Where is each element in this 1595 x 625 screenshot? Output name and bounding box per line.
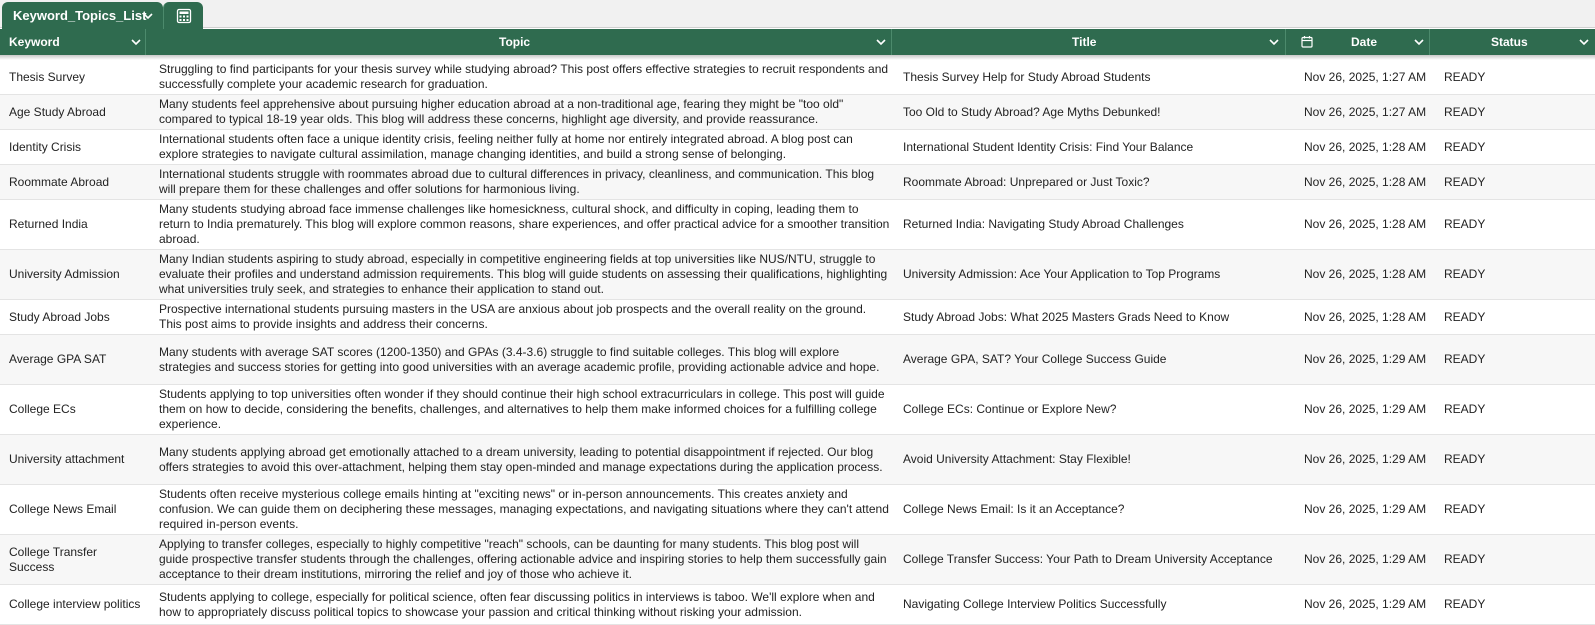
column-divider[interactable]: [145, 29, 146, 55]
column-divider[interactable]: [891, 29, 892, 55]
table-row[interactable]: [0, 95, 1595, 130]
cell-date[interactable]: Nov 26, 2025, 1:29 AM: [1304, 502, 1427, 516]
chevron-down-icon[interactable]: [143, 11, 153, 21]
cell-status[interactable]: READY: [1444, 69, 1486, 84]
cell-status[interactable]: READY: [1444, 352, 1486, 366]
cell-title[interactable]: Returned India: Navigating Study Abroad Challenges: [903, 217, 1184, 231]
table-row[interactable]: [0, 60, 1595, 95]
cell-title[interactable]: Thesis Survey Help for Study Abroad Students: [903, 69, 1151, 84]
cell-title[interactable]: Too Old to Study Abroad? Age Myths Debunked!: [903, 104, 1161, 119]
cell-topic[interactable]: Many students studying abroad face immense challenges like homesickness, cultural shock, and difficulty in coping, leading them to return to India prematurely. This blog will explore common reasons, share experiences, and offer practical advice for a smoother transition abroad.: [159, 202, 890, 246]
calendar-icon: [1301, 35, 1313, 48]
cell-date[interactable]: Nov 26, 2025, 1:27 AM: [1304, 69, 1427, 84]
column-header-keyword-label: Keyword: [9, 35, 60, 49]
column-header-row: [0, 29, 1595, 55]
cell-date[interactable]: Nov 26, 2025, 1:29 AM: [1304, 552, 1427, 566]
cell-title[interactable]: College News Email: Is it an Acceptance?: [903, 502, 1125, 516]
cell-title[interactable]: Roommate Abroad: Unprepared or Just Toxic?: [903, 174, 1150, 189]
cell-title[interactable]: University Admission: Ace Your Application to Top Programs: [903, 267, 1221, 281]
column-header-topic[interactable]: [499, 29, 530, 55]
cell-title[interactable]: Average GPA, SAT? Your College Success Guide: [903, 352, 1167, 366]
table-row[interactable]: [0, 585, 1595, 625]
sheet-tab-label: Keyword_Topics_List: [13, 8, 147, 23]
table-row[interactable]: [0, 485, 1595, 535]
table-row[interactable]: [0, 200, 1595, 250]
cell-keyword[interactable]: University attachment: [9, 452, 125, 466]
chevron-down-icon[interactable]: [1579, 38, 1589, 46]
cell-date[interactable]: Nov 26, 2025, 1:29 AM: [1304, 352, 1427, 366]
cell-topic[interactable]: Students often receive mysterious college emails hinting at "exciting news" or in-person announcements. This creates anxiety and confusion. We can guide them on deciphering these messages, managing expectations, and navigating situations where they can't attend required in-person events.: [159, 487, 889, 531]
cell-status[interactable]: READY: [1444, 309, 1486, 324]
table-row[interactable]: [0, 130, 1595, 165]
cell-topic[interactable]: Many Indian students aspiring to study abroad, especially in competitive engineering fields at top universities like NUS/NTU, struggle to evaluate their profiles and understand admission requirements. This blog will guide students on assessing their qualifications, highlighting what universities truly seek, and strategies to enhance their application to stand out.: [159, 252, 888, 296]
cell-keyword[interactable]: College interview politics: [9, 597, 141, 611]
chevron-down-icon[interactable]: [131, 38, 141, 46]
cell-date[interactable]: Nov 26, 2025, 1:28 AM: [1304, 174, 1427, 189]
cell-keyword[interactable]: Age Study Abroad: [9, 104, 106, 119]
column-divider[interactable]: [1429, 29, 1430, 55]
cell-keyword[interactable]: Identity Crisis: [9, 139, 82, 154]
cell-status[interactable]: READY: [1444, 104, 1486, 119]
cell-keyword[interactable]: College ECs: [9, 402, 76, 416]
column-header-date[interactable]: [1351, 29, 1377, 55]
calculator-grid-icon: [176, 8, 192, 24]
chevron-down-icon[interactable]: [876, 38, 886, 46]
cell-keyword[interactable]: Returned India: [9, 217, 88, 231]
cell-topic[interactable]: International students often face a unique identity crisis, feeling neither fully at home nor entirely integrated abroad. A blog post can explore strategies to navigate cultural assimilation, manage changing identities, and build a strong sense of belonging.: [159, 132, 853, 161]
cell-status[interactable]: READY: [1444, 139, 1486, 154]
table-row[interactable]: [0, 250, 1595, 300]
cell-title[interactable]: College Transfer Success: Your Path to Dream University Acceptance: [903, 552, 1273, 566]
chevron-down-icon[interactable]: [1414, 38, 1424, 46]
column-divider[interactable]: [1285, 29, 1286, 55]
cell-date[interactable]: Nov 26, 2025, 1:29 AM: [1304, 452, 1427, 466]
cell-date[interactable]: Nov 26, 2025, 1:29 AM: [1304, 402, 1427, 416]
cell-status[interactable]: READY: [1444, 267, 1486, 281]
cell-date[interactable]: Nov 26, 2025, 1:27 AM: [1304, 104, 1427, 119]
column-header-keyword[interactable]: [9, 29, 60, 55]
cell-status[interactable]: READY: [1444, 502, 1486, 516]
cell-title[interactable]: International Student Identity Crisis: Find Your Balance: [903, 139, 1194, 154]
cell-keyword[interactable]: Average GPA SAT: [9, 352, 107, 366]
cell-keyword[interactable]: Thesis Survey: [9, 69, 86, 84]
sheet-tab-bar: [0, 0, 1595, 28]
cell-date[interactable]: Nov 26, 2025, 1:28 AM: [1304, 139, 1427, 154]
form-view-button[interactable]: [163, 2, 203, 29]
cell-title[interactable]: Navigating College Interview Politics Successfully: [903, 597, 1167, 611]
column-header-title-label: Title: [1072, 35, 1097, 49]
column-header-date-label: Date: [1351, 35, 1378, 49]
cell-topic[interactable]: Students applying to college, especially for political science, often fear discussing politics in interviews is taboo. We'll explore when and how to appropriately discuss political topics to showcase your passion and critical thinking without risking your admission.: [159, 589, 875, 619]
cell-keyword[interactable]: University Admission: [9, 267, 120, 281]
column-header-title[interactable]: [1072, 29, 1096, 55]
cell-title[interactable]: Study Abroad Jobs: What 2025 Masters Grads Need to Know: [903, 309, 1230, 324]
cell-topic[interactable]: Struggling to find participants for your thesis survey while studying abroad? This post offers effective strategies to recruit respondents and successfully complete your academic research for graduation.: [159, 62, 889, 91]
cell-topic[interactable]: Prospective international students pursuing masters in the USA are anxious about job prospects and the overall reality on the ground. This post aims to provide insights and address their concerns.: [159, 302, 867, 331]
cell-keyword[interactable]: Roommate Abroad: [9, 174, 110, 189]
table-row[interactable]: [0, 435, 1595, 485]
sheet-tab-keyword-topics-list[interactable]: [2, 2, 163, 29]
cell-status[interactable]: READY: [1444, 217, 1486, 231]
chevron-down-icon[interactable]: [1269, 38, 1279, 46]
cell-topic[interactable]: Many students with average SAT scores (1200-1350) and GPAs (3.4-3.6) struggle to find suitable colleges. This blog will explore strategies and success stories for getting into good universities with an average academic profile, providing actionable advice and hope.: [159, 344, 880, 374]
cell-keyword[interactable]: Study Abroad Jobs: [9, 309, 110, 324]
cell-date[interactable]: Nov 26, 2025, 1:29 AM: [1304, 597, 1427, 611]
cell-date[interactable]: Nov 26, 2025, 1:28 AM: [1304, 309, 1427, 324]
cell-keyword[interactable]: College Transfer Success: [9, 544, 98, 574]
cell-keyword[interactable]: College News Email: [9, 502, 117, 516]
cell-title[interactable]: College ECs: Continue or Explore New?: [903, 402, 1117, 416]
cell-status[interactable]: READY: [1444, 552, 1486, 566]
column-header-status[interactable]: [1491, 29, 1528, 55]
cell-status[interactable]: READY: [1444, 597, 1486, 611]
table-row[interactable]: [0, 335, 1595, 385]
cell-date[interactable]: Nov 26, 2025, 1:28 AM: [1304, 217, 1427, 231]
cell-topic[interactable]: Students applying to top universities often wonder if they should continue their high school extracurriculars in college. This post will guide them on how to decide, considering the benefits, challenges, and alternatives to help them make informed choices for a fulfilling college experience.: [159, 387, 885, 431]
table-row[interactable]: [0, 300, 1595, 335]
cell-status[interactable]: READY: [1444, 174, 1486, 189]
cell-date[interactable]: Nov 26, 2025, 1:28 AM: [1304, 267, 1427, 281]
cell-title[interactable]: Avoid University Attachment: Stay Flexible!: [903, 452, 1131, 466]
cell-topic[interactable]: International students struggle with roommates abroad due to cultural differences in privacy, cleanliness, and communication. This blog will prepare them for these challenges and offer solutions for harmonious living.: [159, 167, 875, 196]
cell-topic[interactable]: Applying to transfer colleges, especially to highly competitive "reach" schools, can be daunting for many students. This blog post will guide prospective transfer students through the challenges, offering actionable advice and inspiring stories to help them successfully gain acceptance to their dream institutions, mirroring the relief and joy of those who achieve it.: [159, 537, 887, 581]
cell-status[interactable]: READY: [1444, 452, 1486, 466]
cell-topic[interactable]: Many students applying abroad get emotionally attached to a dream university, leading to potential disappointment if rejected. Our blog offers strategies to avoid this over-attachment, helping them stay open-minded and manage expectations during the application process.: [159, 444, 883, 474]
table-row[interactable]: [0, 385, 1595, 435]
column-header-topic-label: Topic: [499, 35, 531, 49]
table-row[interactable]: [0, 535, 1595, 585]
column-header-status-label: Status: [1491, 35, 1528, 49]
cell-status[interactable]: READY: [1444, 402, 1486, 416]
table-row[interactable]: [0, 165, 1595, 200]
cell-topic[interactable]: Many students feel apprehensive about pursuing higher education abroad at a non-traditional age, fearing they might be "too old" compared to typical 18-19 year olds. This blog will address these concerns, highlight age diversity, and provide reassurance.: [159, 97, 844, 126]
